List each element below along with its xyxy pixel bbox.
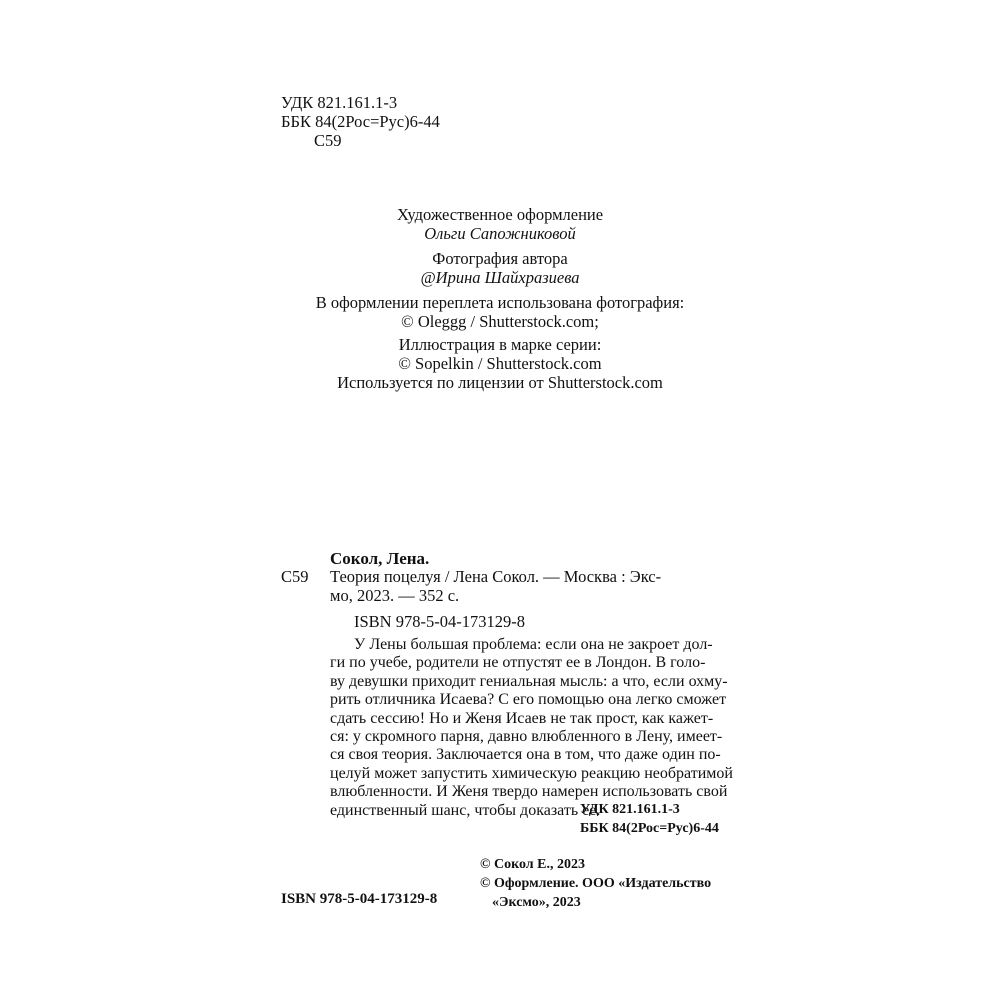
photo-credit xyxy=(270,249,730,287)
annotation-line: целуй может запустить химическую реакцию необратимой xyxy=(330,764,733,782)
copyright-design: © Оформление. ООО «Издательство xyxy=(480,876,712,891)
copyright-design-continued: «Эксмо», 2023 xyxy=(492,895,581,910)
copyright-author: © Сокол Е., 2023 xyxy=(480,857,585,872)
classification-block xyxy=(281,93,440,150)
cover-photo-source: © Oleggg / Shutterstock.com; xyxy=(401,312,599,331)
series-illustration-credit xyxy=(270,335,730,392)
annotation-line: сдать сессию! Но и Женя Исаев не так прост, как кажет- xyxy=(330,709,714,727)
udk-code: УДК 821.161.1-3 xyxy=(281,93,398,112)
annotation-line: рить отличника Исаева? С его помощью она легко сможет xyxy=(330,691,727,709)
cover-photo-label: В оформлении переплета использована фотография: xyxy=(315,293,685,312)
bbk-code: ББК 84(2Рос=Рус)6-44 xyxy=(281,112,440,131)
cover-photo-credit xyxy=(270,293,730,331)
copyright-block xyxy=(480,855,711,912)
design-credit xyxy=(270,205,730,243)
annotation-line: ся своя теория. Заключается она в том, что даже один по- xyxy=(330,746,721,764)
catalog-author: Сокол, Лена. xyxy=(330,549,430,568)
author-mark: С59 xyxy=(314,131,342,150)
catalog-title xyxy=(330,567,661,605)
design-label: Художественное оформление xyxy=(396,205,604,224)
catalog-title-line: Теория поцелуя / Лена Сокол. — Москва : Экс- xyxy=(330,567,662,586)
license-note: Используется по лицензии от Shutterstock.com xyxy=(337,373,663,392)
annotation-line: ву девушки приходит гениальная мысль: а что, если охму- xyxy=(330,672,728,690)
series-illustration-source: © Sopelkin / Shutterstock.com xyxy=(398,354,602,373)
bottom-isbn: ISBN 978-5-04-173129-8 xyxy=(281,891,438,907)
photo-name: @Ирина Шайхразиева xyxy=(420,268,580,287)
design-name: Ольги Сапожниковой xyxy=(424,224,576,243)
annotation-line: У Лены большая проблема: если она не закроет дол- xyxy=(354,636,713,653)
catalog-code: С59 xyxy=(281,567,309,586)
photo-label: Фотография автора xyxy=(432,249,568,268)
catalog-isbn: ISBN 978-5-04-173129-8 xyxy=(354,612,525,631)
series-illustration-label: Иллюстрация в марке серии: xyxy=(398,335,602,354)
annotation-line: ся: у скромного парня, давно влюбленного в Лену, имеет- xyxy=(330,727,723,745)
annotation-line: единственный шанс, чтобы доказать ее. xyxy=(330,801,601,819)
annotation-codes xyxy=(580,800,719,838)
annotation-bbk: ББК 84(2Рос=Рус)6-44 xyxy=(580,821,719,836)
annotation-udk: УДК 821.161.1-3 xyxy=(580,802,680,817)
annotation-line: ги по учебе, родители не отпустят ее в Лондон. В голо- xyxy=(330,654,706,672)
annotation-line: влюбленности. И Женя твердо намерен использовать свой xyxy=(330,783,728,801)
annotation-text xyxy=(330,636,733,820)
catalog-title-line: мо, 2023. — 352 с. xyxy=(330,586,460,605)
